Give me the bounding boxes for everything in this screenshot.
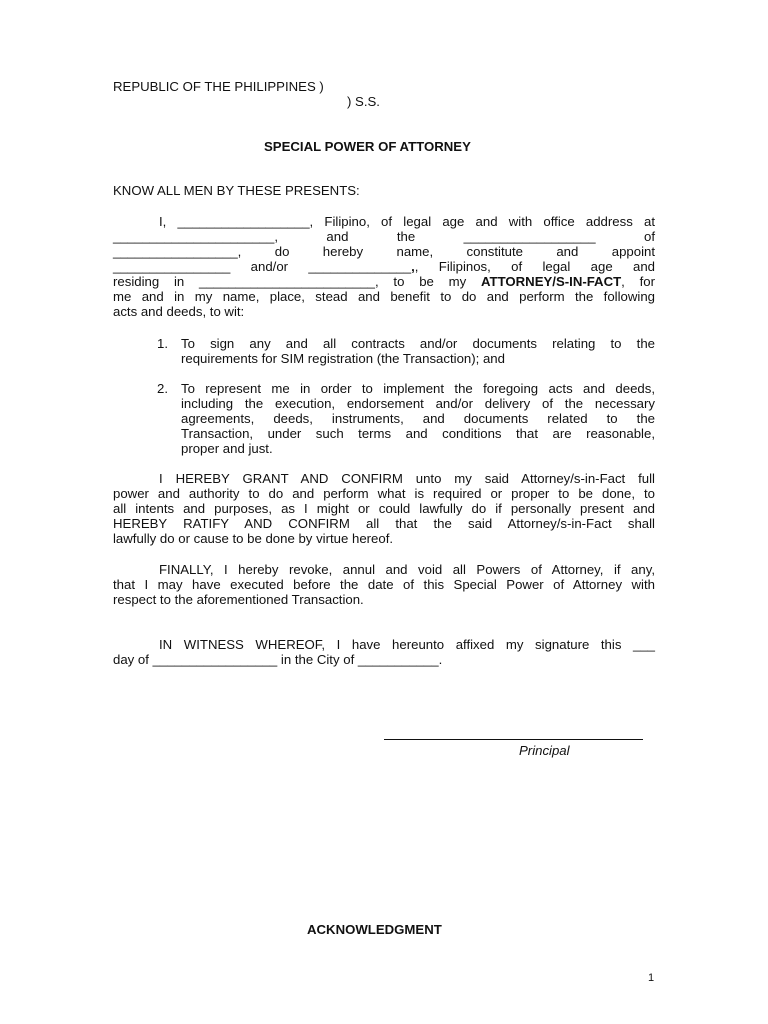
intro-line: I, __________________, Filipino, of legal age and with office address at	[159, 214, 655, 229]
grant-line: lawfully do or cause to be done by virtue hereof.	[113, 531, 394, 546]
witness-line: day of _________________ in the City of ___________.	[113, 652, 443, 667]
attorney-in-fact-label: ATTORNEY/S-IN-FACT	[480, 274, 622, 289]
list-text	[181, 381, 655, 456]
opening-line: KNOW ALL MEN BY THESE PRESENTS:	[113, 183, 360, 198]
intro-line: acts and deeds, to wit:	[113, 304, 245, 319]
grant-line: power and authority to do and perform what is required or proper to be done, to	[113, 486, 655, 501]
list-number: 1.	[157, 336, 168, 351]
list-line: Transaction, under such terms and conditions that are reasonable,	[181, 426, 655, 441]
grant-paragraph	[113, 471, 655, 546]
attorney-tail: , Filipinos, of legal age and	[414, 259, 655, 274]
finally-paragraph	[113, 562, 655, 607]
acknowledgment-heading: ACKNOWLEDGMENT	[307, 922, 442, 937]
document-title: SPECIAL POWER OF ATTORNEY	[264, 139, 471, 154]
witness-line: IN WITNESS WHEREOF, I have hereunto affixed my signature this ___	[159, 637, 655, 652]
list-line: To represent me in order to implement the foregoing acts and deeds,	[181, 381, 655, 396]
intro-line: me and in my name, place, stead and benefit to do and perform the following	[113, 289, 655, 304]
intro-line-attorneys	[113, 259, 655, 274]
intro-paragraph	[113, 214, 655, 319]
finally-line: that I may have executed before the date of this Special Power of Attorney with	[113, 577, 655, 592]
grant-line: HEREBY RATIFY AND CONFIRM all that the said Attorney/s-in-Fact shall	[113, 516, 655, 531]
list-number: 2.	[157, 381, 168, 396]
list-line: proper and just.	[181, 441, 273, 456]
signature-line	[384, 739, 643, 740]
list-line: agreements, deeds, instruments, and documents related to the	[181, 411, 655, 426]
list-item-2	[157, 381, 655, 456]
list-line: requirements for SIM registration (the Transaction); and	[181, 351, 505, 366]
list-text	[181, 336, 655, 366]
intro-line-residing	[113, 274, 655, 289]
grant-line: all intents and purposes, as I might or could lawfully do if personally present and	[113, 501, 655, 516]
grant-line: I HEREBY GRANT AND CONFIRM unto my said Attorney/s-in-Fact full	[159, 471, 655, 486]
residing-tail: , for	[621, 274, 655, 289]
header-ss: ) S.S.	[347, 94, 380, 109]
finally-line: FINALLY, I hereby revoke, annul and void all Powers of Attorney, if any,	[159, 562, 655, 577]
residing-text: residing in ________________________, to be my	[113, 274, 481, 289]
attorney-blanks: ________________ and/or ______________	[113, 259, 412, 274]
finally-line: respect to the aforementioned Transaction.	[113, 592, 364, 607]
list-line: including the execution, endorsement and/or delivery of the necessary	[181, 396, 655, 411]
list-line: To sign any and all contracts and/or documents relating to the	[181, 336, 655, 351]
comma-bold: ,	[411, 259, 415, 274]
witness-paragraph	[113, 637, 655, 667]
list-item-1	[157, 336, 655, 366]
intro-line: _________________, do hereby name, constitute and appoint	[113, 244, 655, 259]
header-republic: REPUBLIC OF THE PHILIPPINES )	[113, 79, 324, 94]
page-number: 1	[648, 972, 655, 984]
principal-label: Principal	[519, 743, 570, 758]
intro-line: ______________________, and the __________________ of	[113, 229, 655, 244]
